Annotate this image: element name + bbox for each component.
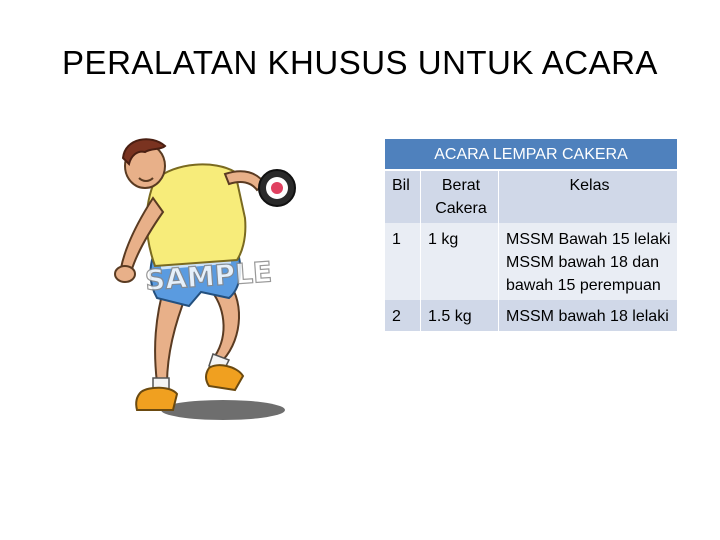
cell-berat: 1 kg xyxy=(421,223,499,300)
header-bil: Bil xyxy=(385,170,421,223)
cell-bil: 2 xyxy=(385,300,421,331)
cell-bil: 1 xyxy=(385,223,421,300)
cell-kelas: MSSM bawah 18 lelaki xyxy=(499,300,678,331)
discus-thrower-illustration xyxy=(105,128,315,428)
watermark-text: SAMPLE xyxy=(143,255,274,298)
discus-throw-table xyxy=(385,139,677,331)
table-caption: ACARA LEMPAR CAKERA xyxy=(385,139,677,170)
header-kelas: Kelas xyxy=(499,170,678,223)
table-row xyxy=(385,223,677,300)
cell-kelas: MSSM Bawah 15 lelaki MSSM bawah 18 dan bawah 15 perempuan xyxy=(499,223,678,300)
header-berat-cakera: Berat Cakera xyxy=(421,170,499,223)
table-row xyxy=(385,300,677,331)
cell-berat: 1.5 kg xyxy=(421,300,499,331)
slide-title: PERALATAN KHUSUS UNTUK ACARA xyxy=(62,44,658,81)
